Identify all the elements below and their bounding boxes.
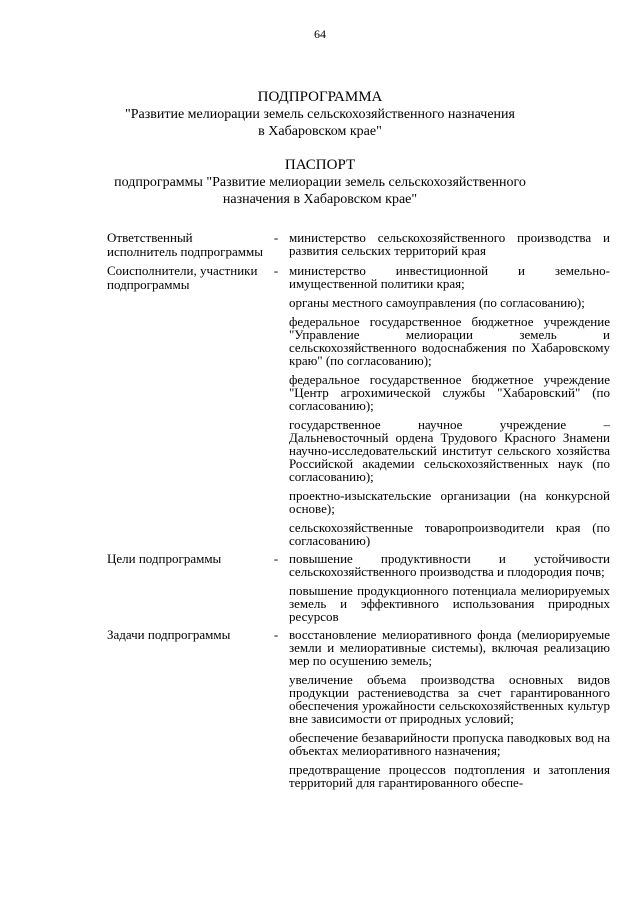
subprogram-title-line-2: в Хабаровском крае" bbox=[258, 124, 382, 139]
row-value-item: министерство инвестиционной и земельно-имущественной политики края; bbox=[289, 263, 610, 291]
passport-row-co-executors bbox=[107, 264, 610, 547]
passport-title-line-2: назначения в Хабаровском крае" bbox=[222, 192, 418, 207]
row-value-item: предотвращение процессов подтопления и затопления территорий для гарантированного обеспе- bbox=[289, 762, 610, 790]
row-label: Ответственный исполнитель подпрограммы bbox=[107, 230, 263, 259]
passport-row-goals bbox=[107, 552, 610, 623]
subprogram-title-line-1: "Развитие мелиорации земель сельскохозяйственного назначения bbox=[125, 107, 515, 122]
row-value-item: повышение продукционного потенциала мелиорируемых земель и эффективного использования природных ресурсов bbox=[289, 583, 610, 624]
row-value-item: повышение продуктивности и устойчивости сельскохозяйственного производства и плодородия почв; bbox=[289, 551, 610, 579]
row-dash: - bbox=[273, 627, 279, 642]
row-label: Соисполнители, участники подпрограммы bbox=[107, 263, 258, 292]
row-value-item: увеличение объема производства основных видов продукции растениеводства за счет гарантированного обеспечения урожайности сельскохозяйственных культур вне зависимости от природных условий; bbox=[289, 672, 610, 726]
row-value-item: обеспечение безаварийности пропуска паводковых вод на объектах мелиоративного назначения; bbox=[289, 730, 610, 758]
row-value-item: федеральное государственное бюджетное учреждение "Управление мелиорации земель и сельскохозяйственного водоснабжения по Хабаровскому краю" (по согласованию); bbox=[289, 314, 610, 368]
row-values bbox=[289, 552, 610, 623]
row-value-item: федеральное государственное бюджетное учреждение "Центр агрохимической службы "Хабаровский" (по согласованию); bbox=[289, 372, 610, 413]
row-value-item: органы местного самоуправления (по согласованию); bbox=[289, 295, 585, 310]
passport-table bbox=[107, 231, 610, 789]
passport-title-line-1: подпрограммы "Развитие мелиорации земель сельскохозяйственного bbox=[114, 175, 526, 190]
row-values bbox=[289, 264, 610, 547]
row-value-item: государственное научное учреждение – Дальневосточный ордена Трудового Красного Знамени научно-исследовательский институт сельского хозяйства Российской академии сельскохозяйственных наук (по согласованию); bbox=[289, 417, 610, 484]
row-value-item: восстановление мелиоративного фонда (мелиорируемые земли и мелиоративные системы), включая реализацию мер по осушению земель; bbox=[289, 627, 610, 668]
row-value-item: сельскохозяйственные товаропроизводители края (по согласованию) bbox=[289, 520, 610, 548]
heading-spacer bbox=[0, 140, 640, 157]
row-dash: - bbox=[273, 263, 279, 278]
subprogram-heading: ПОДПРОГРАММА bbox=[257, 89, 383, 105]
row-dash: - bbox=[273, 551, 279, 566]
row-value-item: проектно-изыскательские организации (на конкурсной основе); bbox=[289, 488, 610, 516]
row-values bbox=[289, 231, 610, 257]
row-values bbox=[289, 628, 610, 789]
page-number: 64 bbox=[314, 27, 326, 41]
row-label: Цели подпрограммы bbox=[107, 551, 222, 566]
document-headings bbox=[0, 89, 640, 208]
row-label: Задачи подпрограммы bbox=[107, 627, 231, 642]
passport-row-responsible-executor bbox=[107, 231, 610, 259]
passport-row-tasks bbox=[107, 628, 610, 789]
passport-heading: ПАСПОРТ bbox=[284, 157, 356, 173]
row-dash: - bbox=[273, 230, 279, 245]
row-value-item: министерство сельскохозяйственного производства и развития сельских территорий края bbox=[289, 230, 610, 258]
